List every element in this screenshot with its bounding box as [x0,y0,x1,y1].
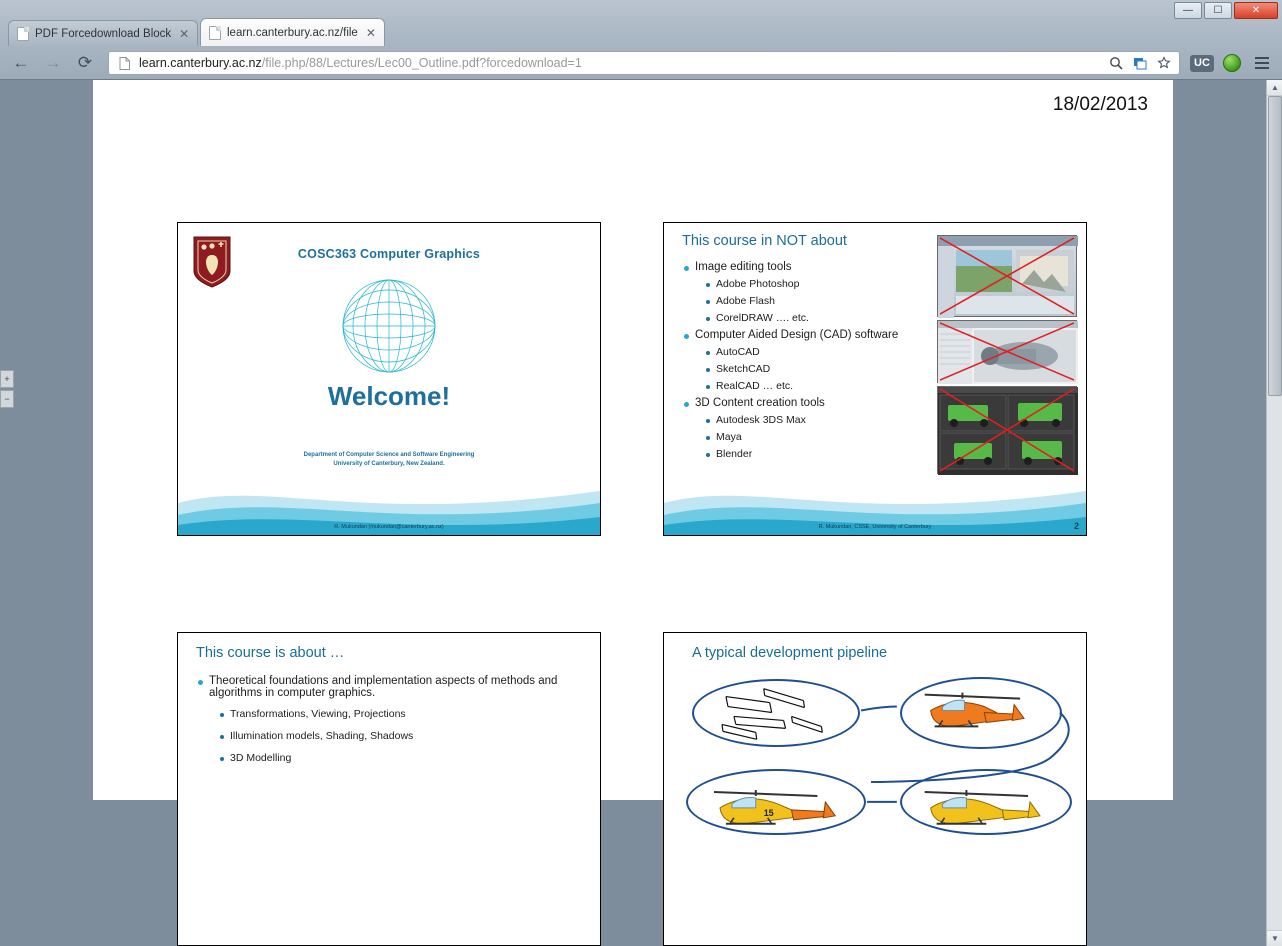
close-button[interactable] [1234,2,1278,19]
list-item-label: CorelDRAW …. etc. [716,312,809,324]
tab-label: PDF Forcedownload Block [35,27,172,40]
list-item-label: Autodesk 3DS Max [716,414,806,426]
tab-label: learn.canterbury.ac.nz/file [227,26,358,39]
extension-button[interactable] [1220,51,1244,75]
bookmark-star-icon[interactable] [1155,54,1173,72]
list-item [684,261,954,273]
list-item-label: Image editing tools [695,261,792,273]
pdf-page [93,80,1173,818]
slide-4 [663,632,1087,946]
bullet-icon [706,453,710,457]
list-item-label: Blender [716,448,753,460]
bullet-icon [706,317,710,321]
list-item [706,431,954,443]
list-item [706,414,954,426]
page-icon [209,26,221,40]
pdf-date: 18/02/2013 [1052,94,1148,115]
document-icon [115,54,133,72]
url-path: /file.php/88/Lectures/Lec00_Outline.pdf?forcedownload=1 [261,56,582,70]
slide2-title: This course in NOT about [682,233,847,249]
pdf-zoom-in-button[interactable] [0,370,14,388]
bullet-icon [706,368,710,372]
list-item-label: AutoCAD [716,346,760,358]
bullet-icon [684,266,689,271]
close-icon[interactable]: ✕ [365,25,376,40]
slide1-course-title: COSC363 Computer Graphics [297,247,481,261]
slide1-department-line1: Department of Computer Science and Software Engineering [303,452,475,458]
uc-extension-button[interactable] [1190,51,1214,75]
slide2-footer: R. Mukundan, CSSE, University of Canterbury [818,524,932,530]
list-item-label: Adobe Flash [716,295,775,307]
address-bar[interactable] [108,51,1180,75]
bullet-icon [220,713,224,717]
minimize-icon: — [1183,4,1193,16]
slide1-department [178,451,600,468]
forward-button[interactable] [40,50,66,76]
bullet-icon [706,283,710,287]
list-item [706,346,954,358]
list-item [198,675,586,699]
slide2-number: 2 [1073,521,1079,531]
list-item [220,752,586,764]
uc-badge-icon: UC [1190,55,1214,72]
bullet-icon [198,680,203,685]
list-item-label: Maya [716,431,742,443]
window-controls [1174,2,1278,19]
list-item [706,363,954,375]
bullet-icon [220,757,224,761]
list-item [706,278,954,290]
reload-icon: ⟳ [77,53,93,72]
chrome-menu-button[interactable] [1250,51,1274,75]
pdf-zoom-out-button[interactable] [0,390,14,408]
list-item-label: Adobe Photoshop [716,278,800,290]
list-item-label: Computer Aided Design (CAD) software [695,329,899,341]
navigation-toolbar [0,46,1282,80]
popup-blocked-icon[interactable] [1131,54,1149,72]
list-item-label: 3D Modelling [230,752,292,764]
slide2-screenshot-thumbnails [937,235,1077,474]
slide1-department-line2: University of Canterbury, New Zealand. [333,460,445,467]
reload-button[interactable] [72,50,98,76]
slide3-bullet-list [198,675,586,774]
maximize-icon: ☐ [1213,4,1223,16]
scroll-down-button[interactable]: ▼ [1267,930,1282,946]
list-item [706,380,954,392]
list-item [706,295,954,307]
list-item-label: Theoretical foundations and implementation aspects of methods and algorithms in computer graphics. [209,675,558,699]
slide-1 [177,222,601,536]
tab-pdf-forcedownload-block[interactable] [8,20,198,46]
list-item [220,708,586,720]
3dsmax-screenshot [937,386,1077,474]
bullet-icon [684,402,689,407]
bullet-icon [706,385,710,389]
slide-3 [177,632,601,946]
list-item-label: Illumination models, Shading, Shadows [230,730,414,742]
list-item-label: Transformations, Viewing, Projections [230,708,406,720]
scroll-up-button[interactable]: ▲ [1267,80,1282,96]
zoom-icon[interactable] [1107,54,1125,72]
list-item-label: 3D Content creation tools [695,397,825,409]
cad-screenshot [937,320,1077,383]
list-item [684,397,954,409]
slide4-title: A typical development pipeline [692,645,888,661]
browser-chrome [0,0,1282,80]
arrow-left-icon: ← [12,53,30,72]
list-item-label: SketchCAD [716,363,771,375]
plus-icon: + [4,374,10,384]
slide1-welcome: Welcome! [327,381,451,411]
bullet-icon [706,351,710,355]
slide-2 [663,222,1087,536]
wireframe-globe-icon [330,275,448,377]
close-icon: ✕ [1251,4,1261,16]
green-circle-icon [1223,54,1241,72]
bullet-icon [706,300,710,304]
bullet-icon [706,436,710,440]
slide1-footer: R. Mukundan (mukundan@canterbury.ac.nz) [334,524,444,530]
back-button[interactable] [8,50,34,76]
menu-icon [1255,57,1269,69]
list-item [706,312,954,324]
bullet-icon [684,334,689,339]
svg-text:15: 15 [763,807,774,818]
list-item [220,730,586,742]
university-crest-icon [192,235,232,289]
slide2-bullet-list [684,261,954,465]
url-text [139,56,1101,70]
close-icon[interactable]: ✕ [179,26,190,41]
scrollbar-thumb[interactable] [1268,96,1282,396]
pipeline-diagram [664,633,1086,945]
list-item-label: RealCAD … etc. [716,380,794,392]
vertical-scrollbar[interactable] [1266,80,1282,946]
bullet-icon [706,419,710,423]
list-item [706,448,954,460]
url-host: learn.canterbury.ac.nz [139,56,262,70]
arrow-right-icon: → [44,53,62,72]
page-viewport [0,80,1282,946]
maximize-button[interactable] [1204,2,1232,19]
tab-learn-canterbury[interactable] [200,18,385,46]
photoshop-screenshot [937,235,1077,317]
minimize-button[interactable] [1174,2,1202,19]
page-icon [17,27,29,41]
tab-strip [8,18,385,46]
bullet-icon [220,735,224,739]
slide3-title: This course is about … [196,645,345,661]
minus-icon: − [4,394,10,404]
list-item [684,329,954,341]
